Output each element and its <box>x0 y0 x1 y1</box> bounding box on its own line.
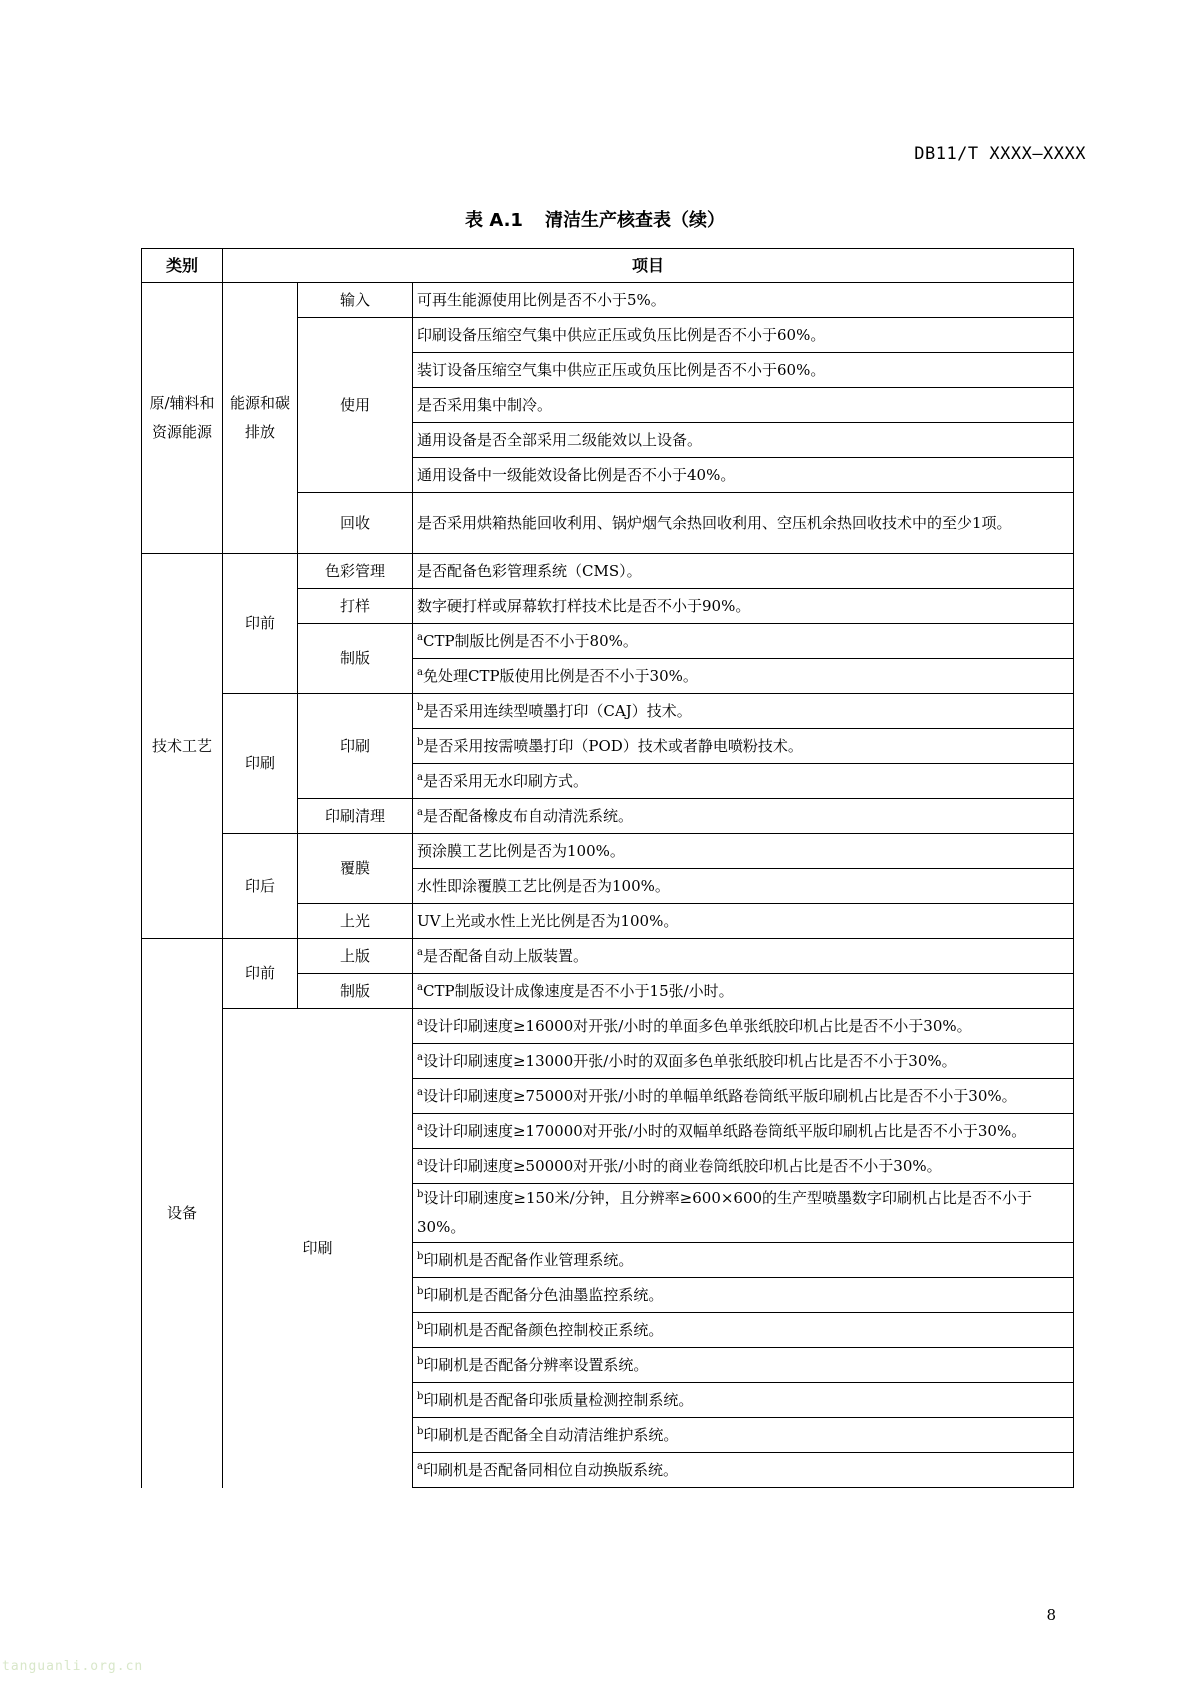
item-key-cell: 制版 <box>298 624 413 694</box>
item-text-cell: $^a$免处理CTP版使用比例是否不小于30%。 <box>413 659 1074 694</box>
subcategory-cell: 印后 <box>223 834 298 939</box>
item-text-cell: 通用设备中一级能效设备比例是否不小于40%。 <box>413 458 1074 493</box>
document-code: DB11/T XXXX—XXXX <box>914 144 1086 164</box>
table-row <box>142 283 1074 318</box>
item-text-cell: 数字硬打样或屏幕软打样技术比是否不小于90%。 <box>413 589 1074 624</box>
footnote-mark: b <box>417 1250 424 1262</box>
item-key-cell: 上版 <box>298 939 413 974</box>
item-key-cell: 打样 <box>298 589 413 624</box>
item-text-cell: $^b$设计印刷速度≥150米/分钟，且分辨率≥600×600的生产型喷墨数字印刷机占比是否不小于30%。 <box>413 1184 1074 1243</box>
item-text-cell: $^b$印刷机是否配备印张质量检测控制系统。 <box>413 1383 1074 1418</box>
footnote-mark: b <box>417 1390 424 1402</box>
table-row <box>142 554 1074 589</box>
page-number: 8 <box>1046 1606 1056 1624</box>
subcategory-cell: 印刷 <box>223 694 298 834</box>
footnote-mark: a <box>417 1086 423 1098</box>
item-text-cell: 通用设备是否全部采用二级能效以上设备。 <box>413 423 1074 458</box>
category-cell: 技术工艺 <box>142 554 223 939</box>
cleaner-production-checklist-table <box>141 248 1074 1488</box>
item-text-cell: 是否配备色彩管理系统（CMS）。 <box>413 554 1074 589</box>
footnote-mark: a <box>417 1156 423 1168</box>
item-text-cell: $^a$是否配备橡皮布自动清洗系统。 <box>413 799 1074 834</box>
item-text-cell: $^b$印刷机是否配备全自动清洁维护系统。 <box>413 1418 1074 1453</box>
footnote-mark: b <box>417 1355 424 1367</box>
item-key-cell: 色彩管理 <box>298 554 413 589</box>
item-text-cell: $^b$印刷机是否配备分辨率设置系统。 <box>413 1348 1074 1383</box>
table-row <box>142 939 1074 974</box>
item-text-cell: $^a$CTP制版设计成像速度是否不小于15张/小时。 <box>413 974 1074 1009</box>
item-key-cell: 输入 <box>298 283 413 318</box>
item-key-cell: 上光 <box>298 904 413 939</box>
subcategory-cell: 印前 <box>223 554 298 694</box>
footnote-mark: a <box>417 1016 423 1028</box>
table-row <box>142 694 1074 729</box>
item-text-cell: $^b$印刷机是否配备分色油墨监控系统。 <box>413 1278 1074 1313</box>
item-text-cell: 是否采用集中制冷。 <box>413 388 1074 423</box>
item-text-cell: 水性即涂覆膜工艺比例是否为100%。 <box>413 869 1074 904</box>
item-text-cell: 预涂膜工艺比例是否为100%。 <box>413 834 1074 869</box>
item-text-cell: $^b$印刷机是否配备颜色控制校正系统。 <box>413 1313 1074 1348</box>
category-cell: 原/辅料和资源能源 <box>142 283 223 554</box>
item-text-cell: $^a$是否配备自动上版装置。 <box>413 939 1074 974</box>
item-text-cell: 装订设备压缩空气集中供应正压或负压比例是否不小于60%。 <box>413 353 1074 388</box>
footnote-mark: a <box>417 666 423 678</box>
footnote-mark: b <box>417 701 424 713</box>
item-key-cell: 覆膜 <box>298 834 413 904</box>
item-text-cell: $^a$设计印刷速度≥16000对开张/小时的单面多色单张纸胶印机占比是否不小于30%。 <box>413 1009 1074 1044</box>
table-header-row <box>142 249 1074 283</box>
item-text-cell: $^a$印刷机是否配备同相位自动换版系统。 <box>413 1453 1074 1488</box>
table-number: 表 A.1 <box>465 210 523 231</box>
footnote-mark: b <box>417 1320 424 1332</box>
footnote-mark: a <box>417 631 423 643</box>
table-row <box>142 834 1074 869</box>
subcategory-cell: 印刷 <box>223 1009 413 1488</box>
item-text-cell: 印刷设备压缩空气集中供应正压或负压比例是否不小于60%。 <box>413 318 1074 353</box>
footnote-mark: a <box>417 806 423 818</box>
footnote-mark: b <box>417 1425 424 1437</box>
footnote-mark: b <box>417 1285 424 1297</box>
footnote-mark: a <box>417 1121 423 1133</box>
item-key-cell: 印刷 <box>298 694 413 799</box>
item-text-cell: $^b$是否采用按需喷墨打印（POD）技术或者静电喷粉技术。 <box>413 729 1074 764</box>
item-key-cell: 使用 <box>298 318 413 493</box>
item-text-cell: UV上光或水性上光比例是否为100%。 <box>413 904 1074 939</box>
item-text-cell: $^a$设计印刷速度≥170000对开张/小时的双幅单纸路卷筒纸平版印刷机占比是否不小于30%。 <box>413 1114 1074 1149</box>
item-text-cell: 是否采用烘箱热能回收利用、锅炉烟气余热回收利用、空压机余热回收技术中的至少1项。 <box>413 493 1074 554</box>
footnote-mark: a <box>417 1051 423 1063</box>
item-key-cell: 印刷清理 <box>298 799 413 834</box>
footnote-mark: a <box>417 946 423 958</box>
footnote-mark: b <box>417 1189 424 1200</box>
item-text-cell: $^a$设计印刷速度≥50000对开张/小时的商业卷筒纸胶印机占比是否不小于30%。 <box>413 1149 1074 1184</box>
footnote-mark: a <box>417 981 423 993</box>
header-category: 类别 <box>142 249 223 283</box>
footnote-mark: a <box>417 1460 423 1472</box>
item-text-cell: $^b$印刷机是否配备作业管理系统。 <box>413 1243 1074 1278</box>
item-text-cell: $^a$是否采用无水印刷方式。 <box>413 764 1074 799</box>
table-name: 清洁生产核查表（续） <box>544 210 725 231</box>
category-cell: 设备 <box>142 939 223 1488</box>
header-item: 项目 <box>223 249 1074 283</box>
item-text-cell: $^a$CTP制版比例是否不小于80%。 <box>413 624 1074 659</box>
table-title <box>0 206 1190 232</box>
item-text-cell: 可再生能源使用比例是否不小于5%。 <box>413 283 1074 318</box>
subcategory-cell: 印前 <box>223 939 298 1009</box>
item-text-cell: $^a$设计印刷速度≥75000对开张/小时的单幅单纸路卷筒纸平版印刷机占比是否不小于30%。 <box>413 1079 1074 1114</box>
table-row <box>142 1009 1074 1044</box>
item-key-cell: 回收 <box>298 493 413 554</box>
subcategory-cell: 能源和碳排放 <box>223 283 298 554</box>
item-text-cell: $^a$设计印刷速度≥13000开张/小时的双面多色单张纸胶印机占比是否不小于30%。 <box>413 1044 1074 1079</box>
footnote-mark: b <box>417 736 424 748</box>
site-watermark: tanguanli.org.cn <box>2 1659 144 1674</box>
footnote-mark: a <box>417 771 423 783</box>
item-key-cell: 制版 <box>298 974 413 1009</box>
item-text-cell: $^b$是否采用连续型喷墨打印（CAJ）技术。 <box>413 694 1074 729</box>
